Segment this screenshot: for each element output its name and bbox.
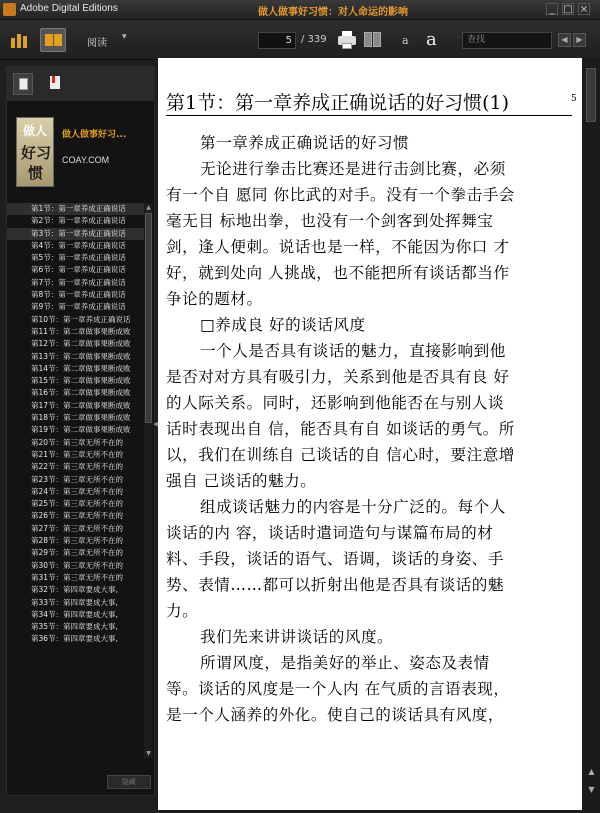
two-page-view-icon[interactable] [364,32,382,47]
toc-item[interactable]: 第31节：第三章无所不在的 [31,572,124,582]
toc-item[interactable]: 第33节：第四章要成大事, [31,597,118,607]
toc-item[interactable]: 第15节：第二章做事果断成败 [31,376,131,386]
book-page [158,58,582,810]
book-title: 做人做事好习... [62,130,127,140]
toc-item[interactable]: 第1节：第一章养成正确说话 [7,203,145,215]
page-up-icon[interactable]: ▲ [588,767,595,776]
print-output [342,43,352,49]
open-book-icon-page [54,34,62,46]
two-page-left [364,32,372,47]
toolbar [0,20,600,60]
text-line: 有一个自 愿同 你比武的对手。没有一个拳击手会 [166,186,515,204]
document-icon [19,78,28,90]
page-scrollbar[interactable] [582,58,600,810]
title-bar [0,0,600,20]
library-icon-bar [17,34,21,48]
scroll-up-icon[interactable]: ▲ [146,204,151,211]
document-title: 做人做事好习惯：对人命运的影响 [258,7,408,18]
text-line: 以，我们在训练自 己谈话的自 信心时，要注意增 [166,446,515,464]
text-line: 无论进行拳击比赛还是进行击剑比赛，必须 [200,160,506,178]
scroll-down-icon[interactable]: ▼ [146,750,151,757]
cover-title-2: 好习 [21,144,52,162]
app-name: Adobe Digital Editions [20,3,118,14]
two-page-right [373,32,381,47]
toc-item[interactable]: 第16节：第二章做事果断成败 [31,388,131,398]
text-line: 谈话的内 容，谈话时遣词造句与谋篇布局的材 [166,524,494,542]
toc-item[interactable]: 第12节：第二章做事果断成败 [31,339,131,349]
toc-scrollbar[interactable] [144,203,153,758]
toc-item[interactable]: 第34节：第四章要成大事, [31,609,118,619]
toc-item[interactable]: 第22节：第三章无所不在的 [31,462,124,472]
bookmark-icon [50,76,60,89]
open-book-icon [45,34,53,46]
text-line: 话时表现出自 信，能否具有自 如谈话的勇气。所 [166,420,515,438]
maximize-button[interactable]: □ [563,4,573,15]
toc-item[interactable]: 第18节：第二章做事果断成败 [31,413,131,423]
table-of-contents [7,203,145,758]
text-line: 料、手段，谈话的语气、语调，谈话的身姿、手 [166,550,504,568]
text-line: 剑，逢人便刺。说话也是一样，不能因为你口 才 [166,238,510,256]
text-line: 毫无目 标地出拳，也没有一个剑客到处挥舞宝 [166,212,494,230]
toc-item[interactable]: 第21节：第三章无所不在的 [31,449,124,459]
sidebar [6,66,155,796]
app-logo-icon [3,3,16,16]
text-line: 是一个人涵养的外化。使自己的谈话具有风度， [166,706,504,724]
toc-item[interactable]: 第10节：第一章养成正确说话 [31,314,131,324]
collapse-sidebar-icon[interactable]: ◀ [153,420,159,428]
text-line: 所谓风度，是指美好的举止、姿态及表情 [200,654,490,672]
text-line: 一个人是否具有谈话的魅力，直接影响到他 [200,342,506,360]
text-line: □养成良 好的谈话风度 [200,316,366,334]
cover-title-3: 惯 [28,164,44,182]
current-page-input[interactable]: 5 [258,32,296,49]
cover-title-1: 做人 [23,124,48,138]
toc-item[interactable]: 第19节：第二章做事果断成败 [31,425,131,435]
toc-item[interactable]: 第3节：第一章养成正确说话 [7,228,145,240]
increase-font-button[interactable]: a [426,29,437,50]
search-input[interactable]: 查找 [462,32,552,49]
toc-item[interactable]: 第24节：第三章无所不在的 [31,486,124,496]
library-icon-bar [23,36,27,48]
toc-item[interactable]: 第30节：第三章无所不在的 [31,560,124,570]
toc-item[interactable]: 第27节：第三章无所不在的 [31,523,124,533]
toc-item[interactable]: 第20节：第三章无所不在的 [31,437,124,447]
search-next-button[interactable]: ▶ [573,33,586,47]
total-pages: / 339 [301,34,327,45]
text-line: 好，就到处向 人挑战，也不能把所有谈话都当作 [166,264,510,282]
text-line: 争论的题材。 [166,290,263,308]
toc-item[interactable]: 第5节：第一章养成正确说话 [31,253,126,263]
toc-item[interactable]: 第2节：第一章养成正确说话 [31,216,126,226]
view-mode-label[interactable]: 阅读 [87,38,107,49]
print-icon[interactable] [338,31,356,49]
toc-item[interactable]: 第17节：第二章做事果断成败 [31,400,131,410]
library-view-button[interactable] [10,30,32,50]
toc-item[interactable]: 第13节：第二章做事果断成败 [31,351,131,361]
toc-item[interactable]: 第6节：第一章养成正确说话 [31,265,126,275]
toc-item[interactable]: 第7节：第一章养成正确说话 [31,277,126,287]
heading-divider [166,115,572,116]
close-button[interactable]: × [579,4,589,15]
sidebar-tabs [7,67,154,101]
minimize-button[interactable]: _ [546,3,558,15]
chapter-heading: 第1节：第一章养成正确说话的好习惯(1) [166,92,510,114]
toc-item[interactable]: 第25节：第三章无所不在的 [31,499,124,509]
search-prev-button[interactable]: ◀ [558,33,571,47]
toc-scroll-thumb[interactable] [145,213,152,423]
page-number: 5 [571,94,577,104]
toc-item[interactable]: 第32节：第四章要成大事, [31,585,118,595]
toc-item[interactable]: 第26节：第三章无所不在的 [31,511,124,521]
page-scroll-thumb[interactable] [586,68,596,122]
toc-item[interactable]: 第29节：第三章无所不在的 [31,548,124,558]
text-line: 等。谈话的风度是一个人内 在气质的言语表现， [166,680,510,698]
toc-item[interactable]: 第9节：第一章养成正确说话 [31,302,126,312]
text-line: 的人际关系。同时，还影响到他能否在与别人谈 [166,394,504,412]
reading-view-button[interactable] [40,28,66,52]
toc-item[interactable]: 第4节：第一章养成正确说话 [31,240,126,250]
page-body-text [166,130,576,728]
toc-item[interactable]: 第11节：第二章做事果断成败 [31,326,131,336]
book-cover[interactable] [16,117,54,187]
decrease-font-button[interactable]: a [402,34,409,47]
text-line: 强自 己谈话的魅力。 [166,472,317,490]
tab-bookmarks[interactable] [45,73,65,95]
page-down-icon[interactable]: ▼ [588,785,595,794]
text-line: 组成谈话魅力的内容是十分广泛的。每个人 [200,498,506,516]
text-line: 第一章养成正确说话的好习惯 [200,134,410,152]
toc-item[interactable]: 第23节：第三章无所不在的 [31,474,124,484]
toc-item[interactable]: 第28节：第三章无所不在的 [31,536,124,546]
text-line: 力。 [166,602,199,620]
book-author: COAY.COM [62,155,110,165]
sidebar-hide-button[interactable]: 隐藏 [107,775,151,789]
toc-item[interactable]: 第14节：第二章做事果断成败 [31,363,131,373]
tab-contents[interactable] [13,73,33,95]
toc-item[interactable]: 第8节：第一章养成正确说话 [31,290,126,300]
cover-art [19,120,51,182]
library-icon [11,38,15,48]
toc-item[interactable]: 第36节：第四章要成大事, [31,634,118,644]
text-line: 我们先来讲讲谈话的风度。 [200,628,394,646]
toc-item[interactable]: 第35节：第四章要成大事, [31,622,118,632]
text-line: 是否对对方具有吸引力，关系到他是否具有良 好 [166,368,510,386]
text-line: 势、表情……都可以折射出他是否具有谈话的魅 [166,576,504,594]
chevron-down-icon[interactable]: ▾ [122,32,127,42]
